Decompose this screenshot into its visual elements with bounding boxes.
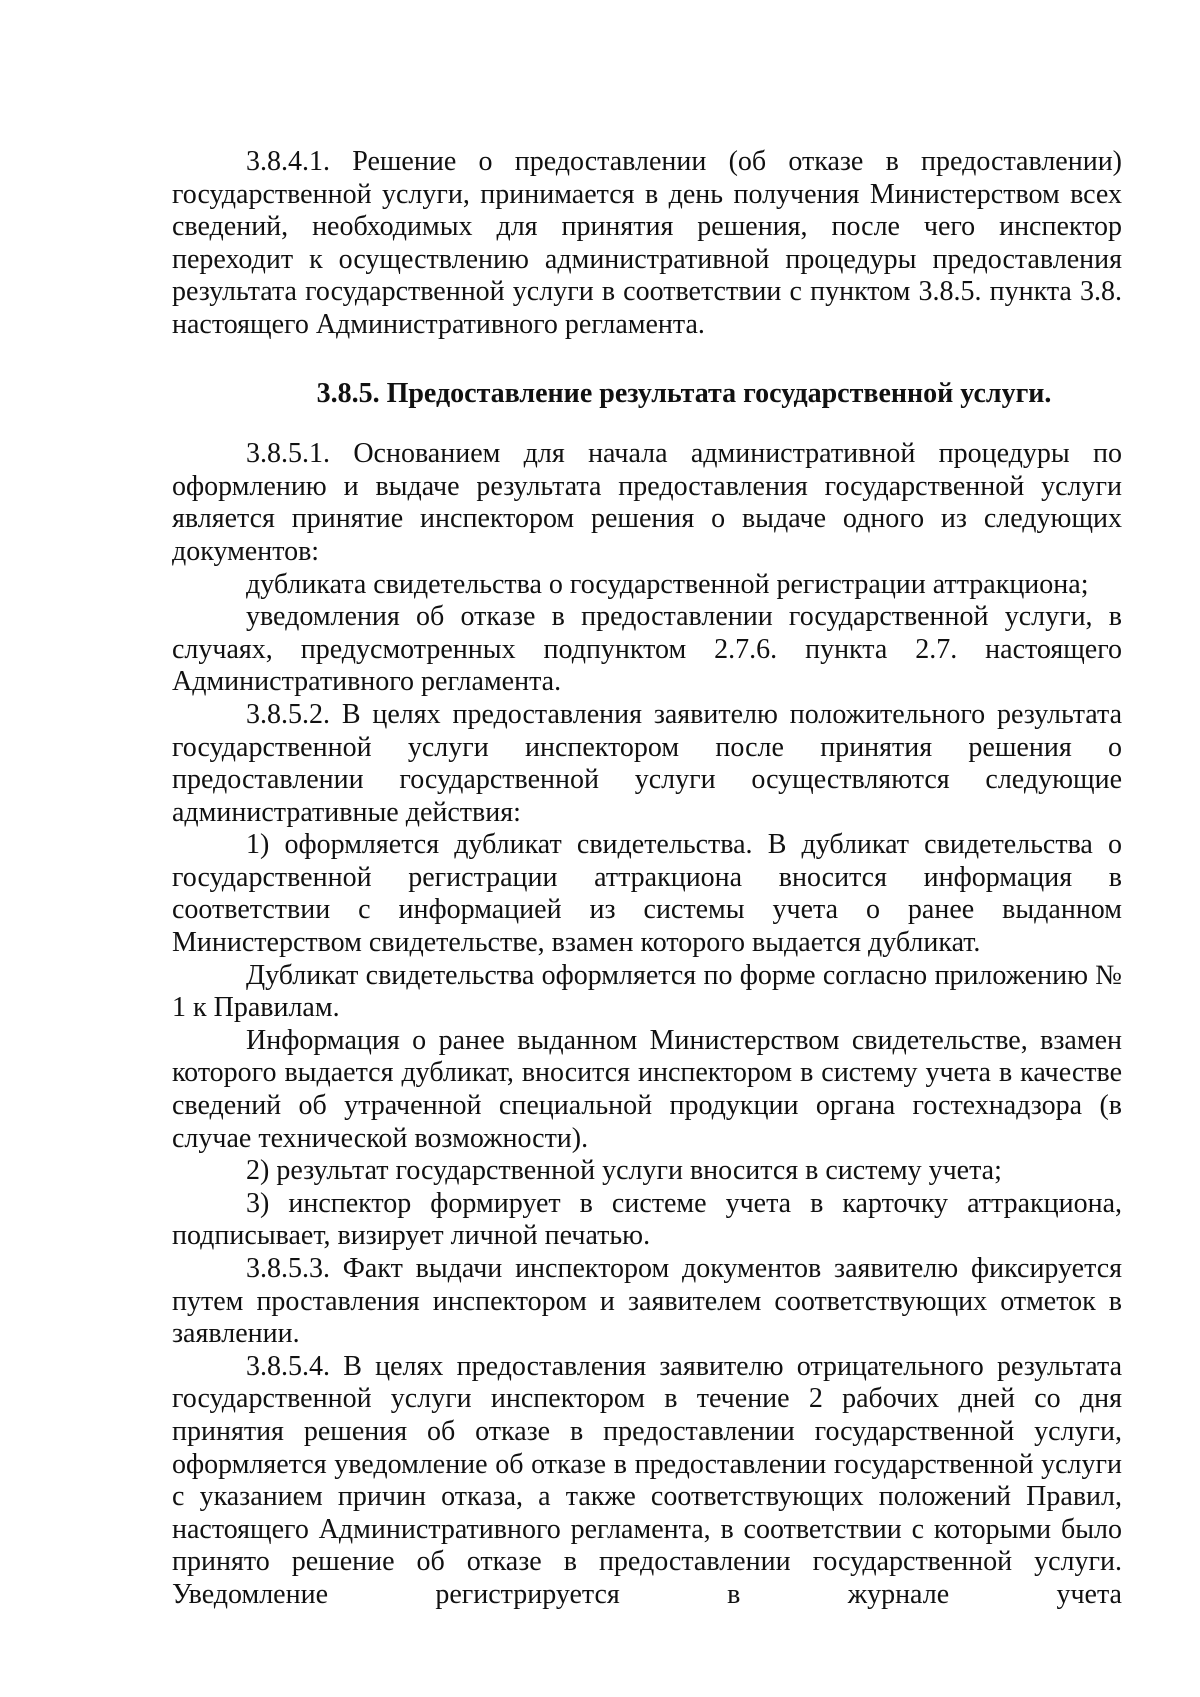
document-body	[172, 146, 1122, 1612]
paragraph-info-entry: Информация о ранее выданном Министерством свидетельстве, взамен которого выдается дубликат, вносится инспектором в систему учета в качестве сведений об утраченной специальной продукции органа гостехнадзора (в случае технической возможности).	[172, 1024, 1122, 1154]
paragraph-3-8-5-3: 3.8.5.3. Факт выдачи инспектором документов заявителю фиксируется путем проставления инспектором и заявителем соответствующих отметок в заявлении.	[172, 1253, 1122, 1350]
section-heading: 3.8.5. Предоставление результата государственной услуги.	[316, 377, 1052, 409]
paragraph-action-2: 2) результат государственной услуги вносится в систему учета;	[246, 1155, 1002, 1187]
paragraph-3-8-5-4: 3.8.5.4. В целях предоставления заявителю отрицательного результата государственной услуги инспектором в течение 2 рабочих дней со дня принятия решения об отказе в предоставлении государственной услуги, оформляется уведомление об отказе в предоставлении государственной услуги с указанием причин отказа, а также соответствующих положений Правил, настоящего Административного регламента, в соответствии с которыми было принято решение об отказе в предоставлении государственной услуги. Уведомление регистрируется в журнале учета	[172, 1350, 1122, 1610]
spacer	[172, 410, 1122, 438]
paragraph-duplicate-form: Дубликат свидетельства оформляется по форме согласно приложению № 1 к Правилам.	[172, 959, 1122, 1024]
paragraph-3-8-4-1: 3.8.4.1. Решение о предоставлении (об отказе в предоставлении) государственной услуги, принимается в день получения Министерством всех сведений, необходимых для принятия решения, после чего инспектор переходит к осуществлению административной процедуры предоставления результата государственной услуги в соответствии с пунктом 3.8.5. пункта 3.8. настоящего Административного регламента.	[172, 146, 1122, 340]
paragraph-3-8-5-1: 3.8.5.1. Основанием для начала административной процедуры по оформлению и выдаче результата предоставления государственной услуги является принятие инспектором решения о выдаче одного из следующих документов:	[172, 438, 1122, 567]
spacer	[172, 342, 1122, 378]
paragraph-3-8-5-2: 3.8.5.2. В целях предоставления заявителю положительного результата государственной услуги инспектором после принятия решения о предоставлении государственной услуги осуществляются следующие административные действия:	[172, 698, 1122, 828]
paragraph-list-item-refusal: уведомления об отказе в предоставлении государственной услуги, в случаях, предусмотренных подпунктом 2.7.6. пункта 2.7. настоящего Административного регламента.	[172, 601, 1122, 698]
paragraph-list-item-duplicate: дубликата свидетельства о государственной регистрации аттракциона;	[246, 568, 1089, 600]
paragraph-action-3: 3) инспектор формирует в системе учета в карточку аттракциона, подписывает, визирует личной печатью.	[172, 1187, 1122, 1252]
paragraph-action-1: 1) оформляется дубликат свидетельства. В дубликат свидетельства о государственной регистрации аттракциона вносится информация в соответствии с информацией из системы учета о ранее выданном Министерством свидетельстве, взамен которого выдается дубликат.	[172, 829, 1122, 959]
